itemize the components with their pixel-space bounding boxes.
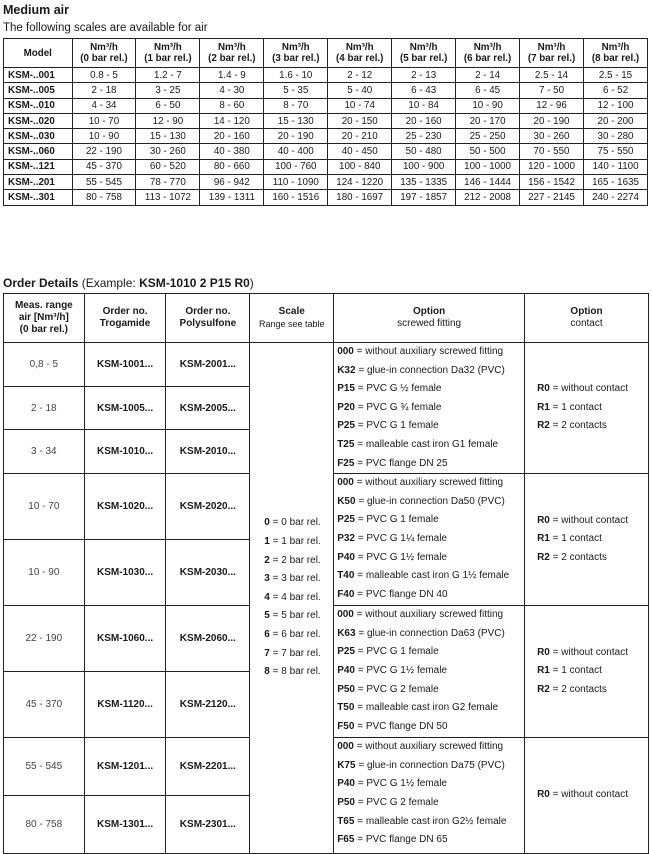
range-cell: 7 - 50 <box>520 83 584 98</box>
order-details-title <box>3 276 254 290</box>
range-cell: 4 - 34 <box>72 98 136 113</box>
fitting-option: P50 = PVC G 2 female <box>337 796 439 808</box>
fitting-option: P40 = PVC G 1½ female <box>337 778 447 790</box>
contact-option: R1 = 1 contact <box>537 401 602 413</box>
range-cell: 12 - 100 <box>584 98 648 113</box>
table-row <box>4 113 648 128</box>
header-flow-6-bar: Nm³/h (6 bar rel.) <box>456 39 520 68</box>
fitting-option: P15 = PVC G ½ female <box>337 383 442 395</box>
fitting-option: T40 = malleable cast iron G 1½ female <box>337 570 510 582</box>
range-cell: 100 - 840 <box>328 159 392 174</box>
range-cell: 20 - 190 <box>520 113 584 128</box>
meas-range-cell: 10 - 70 <box>4 474 85 540</box>
range-cell: 60 - 520 <box>136 159 200 174</box>
fitting-option: 000 = without auxiliary screwed fitting <box>337 346 504 357</box>
range-cell: 14 - 120 <box>200 113 264 128</box>
range-cell: 12 - 90 <box>136 113 200 128</box>
range-cell: 50 - 480 <box>392 144 456 159</box>
header-meas-range: Meas. range air [Nm³/h] (0 bar rel.) <box>4 294 85 343</box>
contact-option: R2 = 2 contacts <box>537 683 607 695</box>
range-cell: 10 - 84 <box>392 98 456 113</box>
range-cell: 6 - 52 <box>584 83 648 98</box>
range-cell: 2 - 12 <box>328 68 392 83</box>
order-no-trogamide: KSM-1060... <box>84 606 166 672</box>
range-cell: 20 - 210 <box>328 129 392 144</box>
scale-options-cell <box>250 343 334 854</box>
contact-option: R0 = without contact <box>537 514 628 526</box>
contact-options-cell <box>525 606 649 738</box>
order-header-row <box>4 294 649 343</box>
range-cell: 156 - 1542 <box>520 175 584 190</box>
contact-options-cell <box>525 738 649 854</box>
range-cell: 3 - 25 <box>136 83 200 98</box>
table-row <box>4 83 648 98</box>
contact-options-cell <box>525 343 649 474</box>
header-flow-7-bar: Nm³/h (7 bar rel.) <box>520 39 584 68</box>
range-cell: 12 - 96 <box>520 98 584 113</box>
range-cell: 165 - 1635 <box>584 175 648 190</box>
header-flow-3-bar: Nm³/h (3 bar rel.) <box>264 39 328 68</box>
range-cell: 100 - 1000 <box>456 159 520 174</box>
range-cell: 15 - 130 <box>136 129 200 144</box>
order-no-polysulfone: KSM-2030... <box>166 540 250 606</box>
model-cell: KSM-..010 <box>4 98 73 113</box>
table-row <box>4 159 648 174</box>
fitting-option: 000 = without auxiliary screwed fitting <box>337 741 504 753</box>
model-cell: KSM-..201 <box>4 175 73 190</box>
range-cell: 6 - 45 <box>456 83 520 98</box>
section-title-medium-air: Medium air <box>3 3 69 17</box>
fitting-option: P50 = PVC G 2 female <box>337 683 439 695</box>
order-no-polysulfone: KSM-2201... <box>166 738 250 796</box>
fitting-option: T65 = malleable cast iron G2½ female <box>337 815 507 827</box>
range-cell: 80 - 758 <box>72 190 136 205</box>
order-no-trogamide: KSM-1030... <box>84 540 166 606</box>
fitting-option: P40 = PVC G 1½ female <box>337 551 447 563</box>
contact-option: R0 = without contact <box>537 383 628 395</box>
fitting-options-cell <box>334 738 525 854</box>
range-cell: 6 - 43 <box>392 83 456 98</box>
range-cell: 70 - 550 <box>520 144 584 159</box>
scale-option: 7 = 7 bar rel. <box>264 647 321 659</box>
model-cell: KSM-..030 <box>4 129 73 144</box>
table-row <box>4 98 648 113</box>
range-cell: 160 - 1516 <box>264 190 328 205</box>
meas-range-cell: 80 - 758 <box>4 796 85 854</box>
range-cell: 4 - 30 <box>200 83 264 98</box>
header-order-polysulfone: Order no. Polysulfone <box>166 294 250 343</box>
order-no-polysulfone: KSM-2010... <box>166 430 250 474</box>
range-cell: 30 - 260 <box>136 144 200 159</box>
header-flow-1-bar: Nm³/h (1 bar rel.) <box>136 39 200 68</box>
order-no-trogamide: KSM-1120... <box>84 672 166 738</box>
order-details-table <box>3 293 649 854</box>
order-no-polysulfone: KSM-2020... <box>166 474 250 540</box>
range-cell: 1.2 - 7 <box>136 68 200 83</box>
fitting-option: F50 = PVC flange DN 50 <box>337 720 448 732</box>
fitting-option: 000 = without auxiliary screwed fitting <box>337 609 504 621</box>
range-cell: 8 - 60 <box>200 98 264 113</box>
order-no-trogamide: KSM-1010... <box>84 430 166 474</box>
range-cell: 45 - 370 <box>72 159 136 174</box>
header-scale: Scale Range see table <box>250 294 334 343</box>
range-cell: 240 - 2274 <box>584 190 648 205</box>
model-cell: KSM-..020 <box>4 113 73 128</box>
scale-option: 1 = 1 bar rel. <box>264 536 321 547</box>
model-cell: KSM-..121 <box>4 159 73 174</box>
order-no-trogamide: KSM-1001... <box>84 343 166 387</box>
range-cell: 40 - 380 <box>200 144 264 159</box>
order-no-trogamide: KSM-1301... <box>84 796 166 854</box>
fitting-option: T50 = malleable cast iron G2 female <box>337 702 499 714</box>
range-cell: 100 - 760 <box>264 159 328 174</box>
range-cell: 5 - 35 <box>264 83 328 98</box>
range-cell: 20 - 160 <box>392 113 456 128</box>
range-cell: 25 - 250 <box>456 129 520 144</box>
range-cell: 0.8 - 5 <box>72 68 136 83</box>
range-cell: 40 - 450 <box>328 144 392 159</box>
contact-option: R2 = 2 contacts <box>537 420 607 432</box>
table-row <box>4 343 649 387</box>
meas-range-cell: 22 - 190 <box>4 606 85 672</box>
order-no-trogamide: KSM-1020... <box>84 474 166 540</box>
model-cell: KSM-..005 <box>4 83 73 98</box>
range-cell: 96 - 942 <box>200 175 264 190</box>
range-cell: 40 - 400 <box>264 144 328 159</box>
range-cell: 20 - 190 <box>264 129 328 144</box>
range-cell: 30 - 260 <box>520 129 584 144</box>
order-body <box>4 343 649 854</box>
fitting-option: P25 = PVC G 1 female <box>337 646 439 658</box>
header-flow-8-bar: Nm³/h (8 bar rel.) <box>584 39 648 68</box>
range-cell: 6 - 50 <box>136 98 200 113</box>
meas-range-cell: 3 - 34 <box>4 430 85 474</box>
range-cell: 8 - 70 <box>264 98 328 113</box>
header-option-contact: Option contact <box>525 294 649 343</box>
header-option-fitting: Option screwed fitting <box>334 294 525 343</box>
range-cell: 1.6 - 10 <box>264 68 328 83</box>
scale-option: 5 = 5 bar rel. <box>264 610 321 622</box>
header-flow-0-bar: Nm³/h (0 bar rel.) <box>72 39 136 68</box>
header-flow-4-bar: Nm³/h (4 bar rel.) <box>328 39 392 68</box>
fitting-option: K63 = glue-in connection Da63 (PVC) <box>337 627 505 639</box>
range-cell: 124 - 1220 <box>328 175 392 190</box>
fitting-option: P20 = PVC G ¾ female <box>337 401 442 413</box>
range-cell: 22 - 190 <box>72 144 136 159</box>
header-model: Model <box>4 39 73 68</box>
order-no-polysulfone: KSM-2301... <box>166 796 250 854</box>
range-cell: 135 - 1335 <box>392 175 456 190</box>
range-cell: 2.5 - 14 <box>520 68 584 83</box>
range-cell: 80 - 660 <box>200 159 264 174</box>
range-cell: 10 - 70 <box>72 113 136 128</box>
model-cell: KSM-..301 <box>4 190 73 205</box>
range-cell: 20 - 160 <box>200 129 264 144</box>
meas-range-cell: 0,8 - 5 <box>4 343 85 387</box>
range-cell: 55 - 545 <box>72 175 136 190</box>
scale-option: 2 = 2 bar rel. <box>264 554 321 566</box>
order-details-title-normal: (Example: <box>78 276 140 290</box>
range-cell: 139 - 1311 <box>200 190 264 205</box>
meas-range-cell: 2 - 18 <box>4 386 85 430</box>
range-cell: 78 - 770 <box>136 175 200 190</box>
range-cell: 2 - 18 <box>72 83 136 98</box>
range-cell: 100 - 900 <box>392 159 456 174</box>
table-row <box>4 175 648 190</box>
fitting-option: K32 = glue-in connection Da32 (PVC) <box>337 364 505 376</box>
order-details-title-bold: Order Details <box>3 276 79 290</box>
contact-option: R1 = 1 contact <box>537 665 602 677</box>
fitting-options-cell <box>334 343 525 474</box>
scales-table <box>3 38 648 206</box>
order-no-polysulfone: KSM-2120... <box>166 672 250 738</box>
contact-option: R2 = 2 contacts <box>537 551 607 563</box>
contact-option: R0 = without contact <box>537 646 628 658</box>
scales-body <box>4 68 648 206</box>
range-cell: 180 - 1697 <box>328 190 392 205</box>
range-cell: 15 - 130 <box>264 113 328 128</box>
meas-range-cell: 10 - 90 <box>4 540 85 606</box>
order-no-trogamide: KSM-1005... <box>84 386 166 430</box>
range-cell: 10 - 90 <box>456 98 520 113</box>
fitting-options-cell <box>334 606 525 738</box>
meas-range-cell: 55 - 545 <box>4 738 85 796</box>
fitting-option: F25 = PVC flange DN 25 <box>337 457 448 469</box>
table-row <box>4 129 648 144</box>
range-cell: 1.4 - 9 <box>200 68 264 83</box>
range-cell: 113 - 1072 <box>136 190 200 205</box>
header-flow-2-bar: Nm³/h (2 bar rel.) <box>200 39 264 68</box>
fitting-option: F65 = PVC flange DN 65 <box>337 834 448 846</box>
model-cell: KSM-..060 <box>4 144 73 159</box>
range-cell: 227 - 2145 <box>520 190 584 205</box>
contact-option: R1 = 1 contact <box>537 533 602 545</box>
fitting-option: T25 = malleable cast iron G1 female <box>337 438 499 450</box>
table-row <box>4 144 648 159</box>
range-cell: 110 - 1090 <box>264 175 328 190</box>
range-cell: 197 - 1857 <box>392 190 456 205</box>
range-cell: 20 - 150 <box>328 113 392 128</box>
header-flow-5-bar: Nm³/h (5 bar rel.) <box>392 39 456 68</box>
scales-header-row <box>4 39 648 68</box>
table-row <box>4 68 648 83</box>
range-cell: 10 - 90 <box>72 129 136 144</box>
range-cell: 2.5 - 15 <box>584 68 648 83</box>
range-cell: 30 - 280 <box>584 129 648 144</box>
scale-option: 6 = 6 bar rel. <box>264 628 321 640</box>
table-row <box>4 190 648 205</box>
header-order-trogamide: Order no. Trogamide <box>84 294 166 343</box>
model-cell: KSM-..001 <box>4 68 73 83</box>
range-cell: 20 - 200 <box>584 113 648 128</box>
range-cell: 20 - 170 <box>456 113 520 128</box>
range-cell: 10 - 74 <box>328 98 392 113</box>
order-details-title-close: ) <box>249 276 254 290</box>
scale-option: 3 = 3 bar rel. <box>264 573 321 585</box>
meas-range-cell: 45 - 370 <box>4 672 85 738</box>
section-subtitle: The following scales are available for air <box>3 22 208 34</box>
fitting-option: P32 = PVC G 1¼ female <box>337 532 447 544</box>
order-no-polysulfone: KSM-2005... <box>166 386 250 430</box>
range-cell: 2 - 13 <box>392 68 456 83</box>
range-cell: 5 - 40 <box>328 83 392 98</box>
order-details-example: KSM-1010 2 P15 R0 <box>139 276 250 290</box>
scale-option: 0 = 0 bar rel. <box>264 517 321 529</box>
fitting-option: 000 = without auxiliary screwed fitting <box>337 477 504 489</box>
contact-option: R0 = without contact <box>537 789 628 801</box>
range-cell: 146 - 1444 <box>456 175 520 190</box>
fitting-option: F40 = PVC flange DN 40 <box>337 588 448 600</box>
fitting-option: K75 = glue-in connection Da75 (PVC) <box>337 759 505 771</box>
fitting-option: K50 = glue-in connection Da50 (PVC) <box>337 495 505 507</box>
contact-options-cell <box>525 474 649 606</box>
range-cell: 212 - 2008 <box>456 190 520 205</box>
range-cell: 140 - 1100 <box>584 159 648 174</box>
order-no-polysulfone: KSM-2001... <box>166 343 250 387</box>
range-cell: 50 - 500 <box>456 144 520 159</box>
scale-option: 4 = 4 bar rel. <box>264 591 321 603</box>
range-cell: 120 - 1000 <box>520 159 584 174</box>
range-cell: 25 - 230 <box>392 129 456 144</box>
fitting-options-cell <box>334 474 525 606</box>
order-no-polysulfone: KSM-2060... <box>166 606 250 672</box>
fitting-option: P25 = PVC G 1 female <box>337 514 439 526</box>
fitting-option: P40 = PVC G 1½ female <box>337 664 447 676</box>
order-no-trogamide: KSM-1201... <box>84 738 166 796</box>
range-cell: 75 - 550 <box>584 144 648 159</box>
scale-option: 8 = 8 bar rel. <box>264 666 321 678</box>
range-cell: 2 - 14 <box>456 68 520 83</box>
fitting-option: P25 = PVC G 1 female <box>337 420 439 432</box>
